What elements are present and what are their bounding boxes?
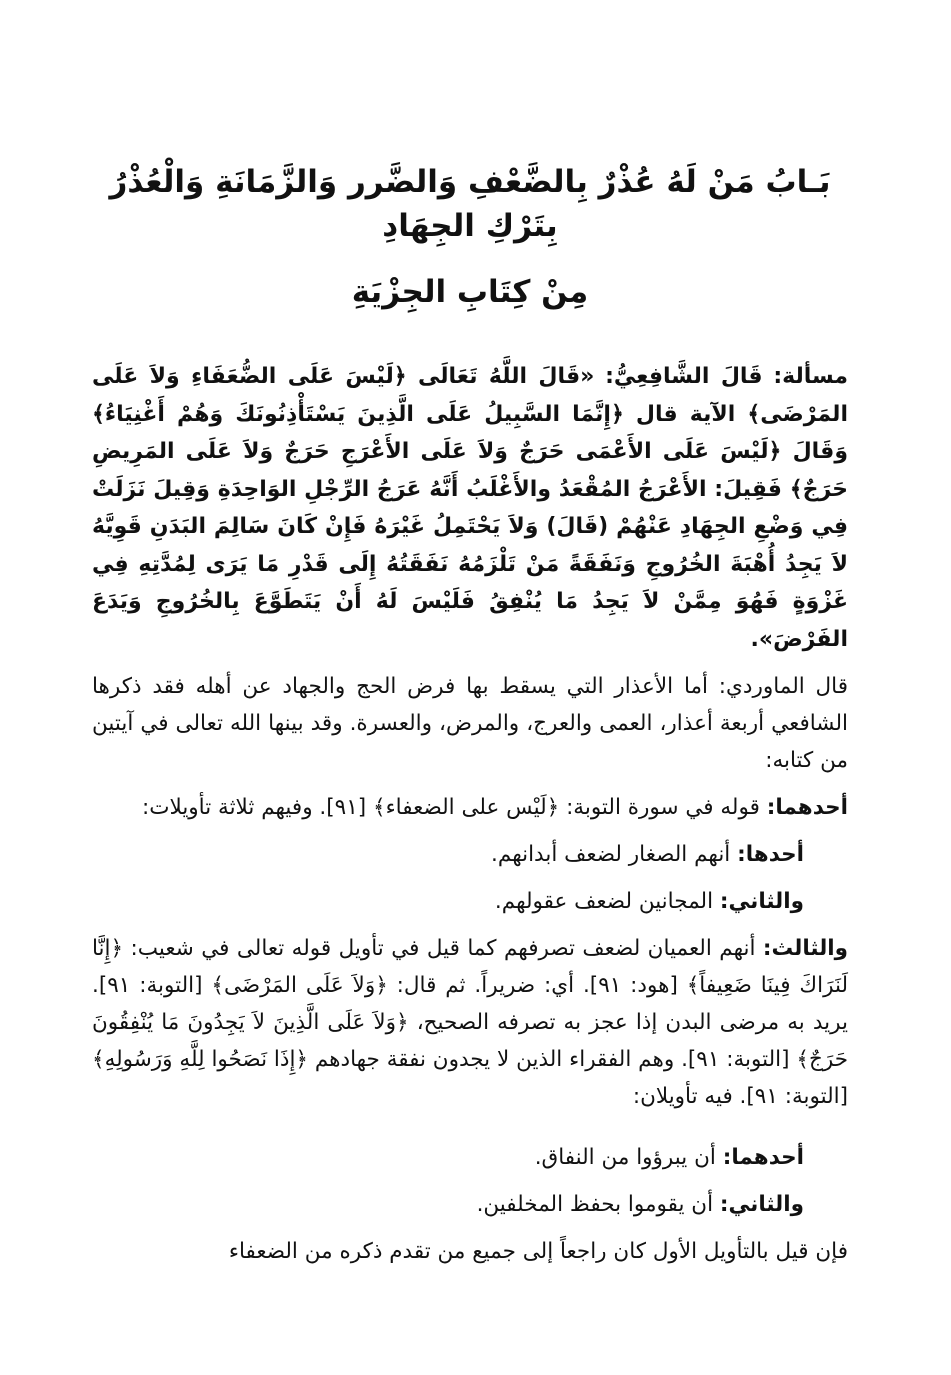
page-content <box>92 160 848 1280</box>
closing-paragraph: فإن قيل بالتأويل الأول كان راجعاً إلى جميع من تقدم ذكره من الضعفاء <box>228 1239 848 1264</box>
interpretation-2-label: والثاني: <box>719 889 804 914</box>
first-verse-label: أحدهما: <box>766 795 848 820</box>
interpretation-2-text: المجانين لضعف عقولهم. <box>494 889 714 914</box>
first-verse-text: قوله في سورة التوبة: ﴿لَيْس على الضعفاء﴾ [٩١]. وفيهم ثلاثة تأويلات: <box>142 795 760 820</box>
chapter-title-line-2: مِنْ كِتَابِ الجِزْيَةِ <box>351 274 589 310</box>
interpretation-3 <box>92 930 848 1115</box>
sub-interpretation-1 <box>92 1139 848 1176</box>
spacer <box>92 1125 848 1139</box>
masala-paragraph <box>92 358 848 658</box>
interpretation-2 <box>92 883 848 920</box>
sub-interpretation-2 <box>92 1186 848 1223</box>
interpretation-1-text: أنهم الصغار لضعف أبدانهم. <box>491 842 731 867</box>
sub-interpretation-2-text: أن يقوموا بحفظ المخلفين. <box>476 1192 714 1217</box>
interpretation-1 <box>92 836 848 873</box>
interpretation-1-label: أحدها: <box>737 842 804 867</box>
sub-interpretation-1-label: أحدهما: <box>722 1145 804 1170</box>
interpretation-3-label: والثالث: <box>762 936 849 961</box>
mawardi-paragraph: قال الماوردي: أما الأعذار التي يسقط بها فرض الحج والجهاد عن أهله فقد ذكرها الشافعي أربعة أعذار، العمى والعرج، والمرض، والعسرة. وقد بينها الله تعالى في آيتين من كتابه: <box>92 674 848 773</box>
masala-label: مسألة: <box>773 364 848 389</box>
masala-speaker: قَالَ الشَّافِعِيُّ: <box>605 364 763 389</box>
interpretation-3-text: أنهم العميان لضعف تصرفهم كما قيل في تأويل قوله تعالى في شعيب: ﴿إِنَّا لَنَرَاكَ فِينَا ضَعِيفاً﴾ [هود: ٩١]. أي: ضريراً. ثم قال: ﴿وَلاَ عَلَى المَرْضَى﴾ [التوبة: ٩١]. يريد به مرضى البدن إذا عجز به تصرفه الصحيح، ﴿وَلاَ عَلَى الَّذِينَ لاَ يَجِدُونَ مَا يُنْفِقُونَ حَرَجٌ﴾ [التوبة: ٩١]. وهم الفقراء الذين لا يجدون نفقة جهادهم ﴿إِذَا نَصَحُوا لِلَّهِ وَرَسُولِهِ﴾ [التوبة: ٩١]. فيه تأويلان: <box>92 936 849 1109</box>
sub-interpretation-2-label: والثاني: <box>719 1192 804 1217</box>
masala-text: «قَالَ اللَّهُ تَعَالَى ﴿لَيْسَ عَلَى الضُّعَفَاءِ وَلاَ عَلَى المَرْضَى﴾ الآية قال ﴿إِنَّمَا السَّبِيلُ عَلَى الَّذِينَ يَسْتَأْذِنُونَكَ وَهُمْ أَغْنِيَاءُ﴾ وَقَالَ ﴿لَيْسَ عَلَى الأَعْمَى حَرَجٌ وَلاَ عَلَى الأَعْرَجِ حَرَجٌ وَلاَ عَلَى المَرِيضِ حَرَجٌ﴾ فَقِيلَ: الأَعْرَجُ المُقْعَدُ والأَغْلَبُ أَنَّهُ عَرَجُ الرِّجْلِ الوَاحِدَةِ وَقِيلَ نَزَلَتْ فِي وَضْعِ الجِهَادِ عَنْهُمْ (قَالَ) وَلاَ يَحْتَمِلُ غَيْرَهُ فَإِنْ كَانَ سَالِمَ البَدَنِ قَوِيَّهُ لاَ يَجِدُ أُهْبَةَ الخُرُوجِ وَنَفَقَةً مَنْ تَلْزَمُهُ نَفَقَتُهُ إِلَى قَدْرِ مَا يَرَى لِمُدَّتِهِ فِي غَزْوَةٍ فَهُوَ مِمَّنْ لاَ يَجِدُ مَا يُنْفِقُ فَلَيْسَ لَهُ أَنْ يَتَطَوَّعَ بِالخُرُوجِ وَيَدَعَ الفَرْضَ». <box>92 364 848 652</box>
first-verse-paragraph <box>92 789 848 826</box>
chapter-title-line-1: بَـابُ مَنْ لَهُ عُذْرٌ بِالضَّعْفِ وَالضَّرر وَالزَّمَانَةِ وَالْعُذْرُ بِتَرْكِ الجِهَادِ <box>109 164 831 244</box>
sub-interpretation-1-text: أن يبرؤوا من النفاق. <box>534 1145 716 1170</box>
